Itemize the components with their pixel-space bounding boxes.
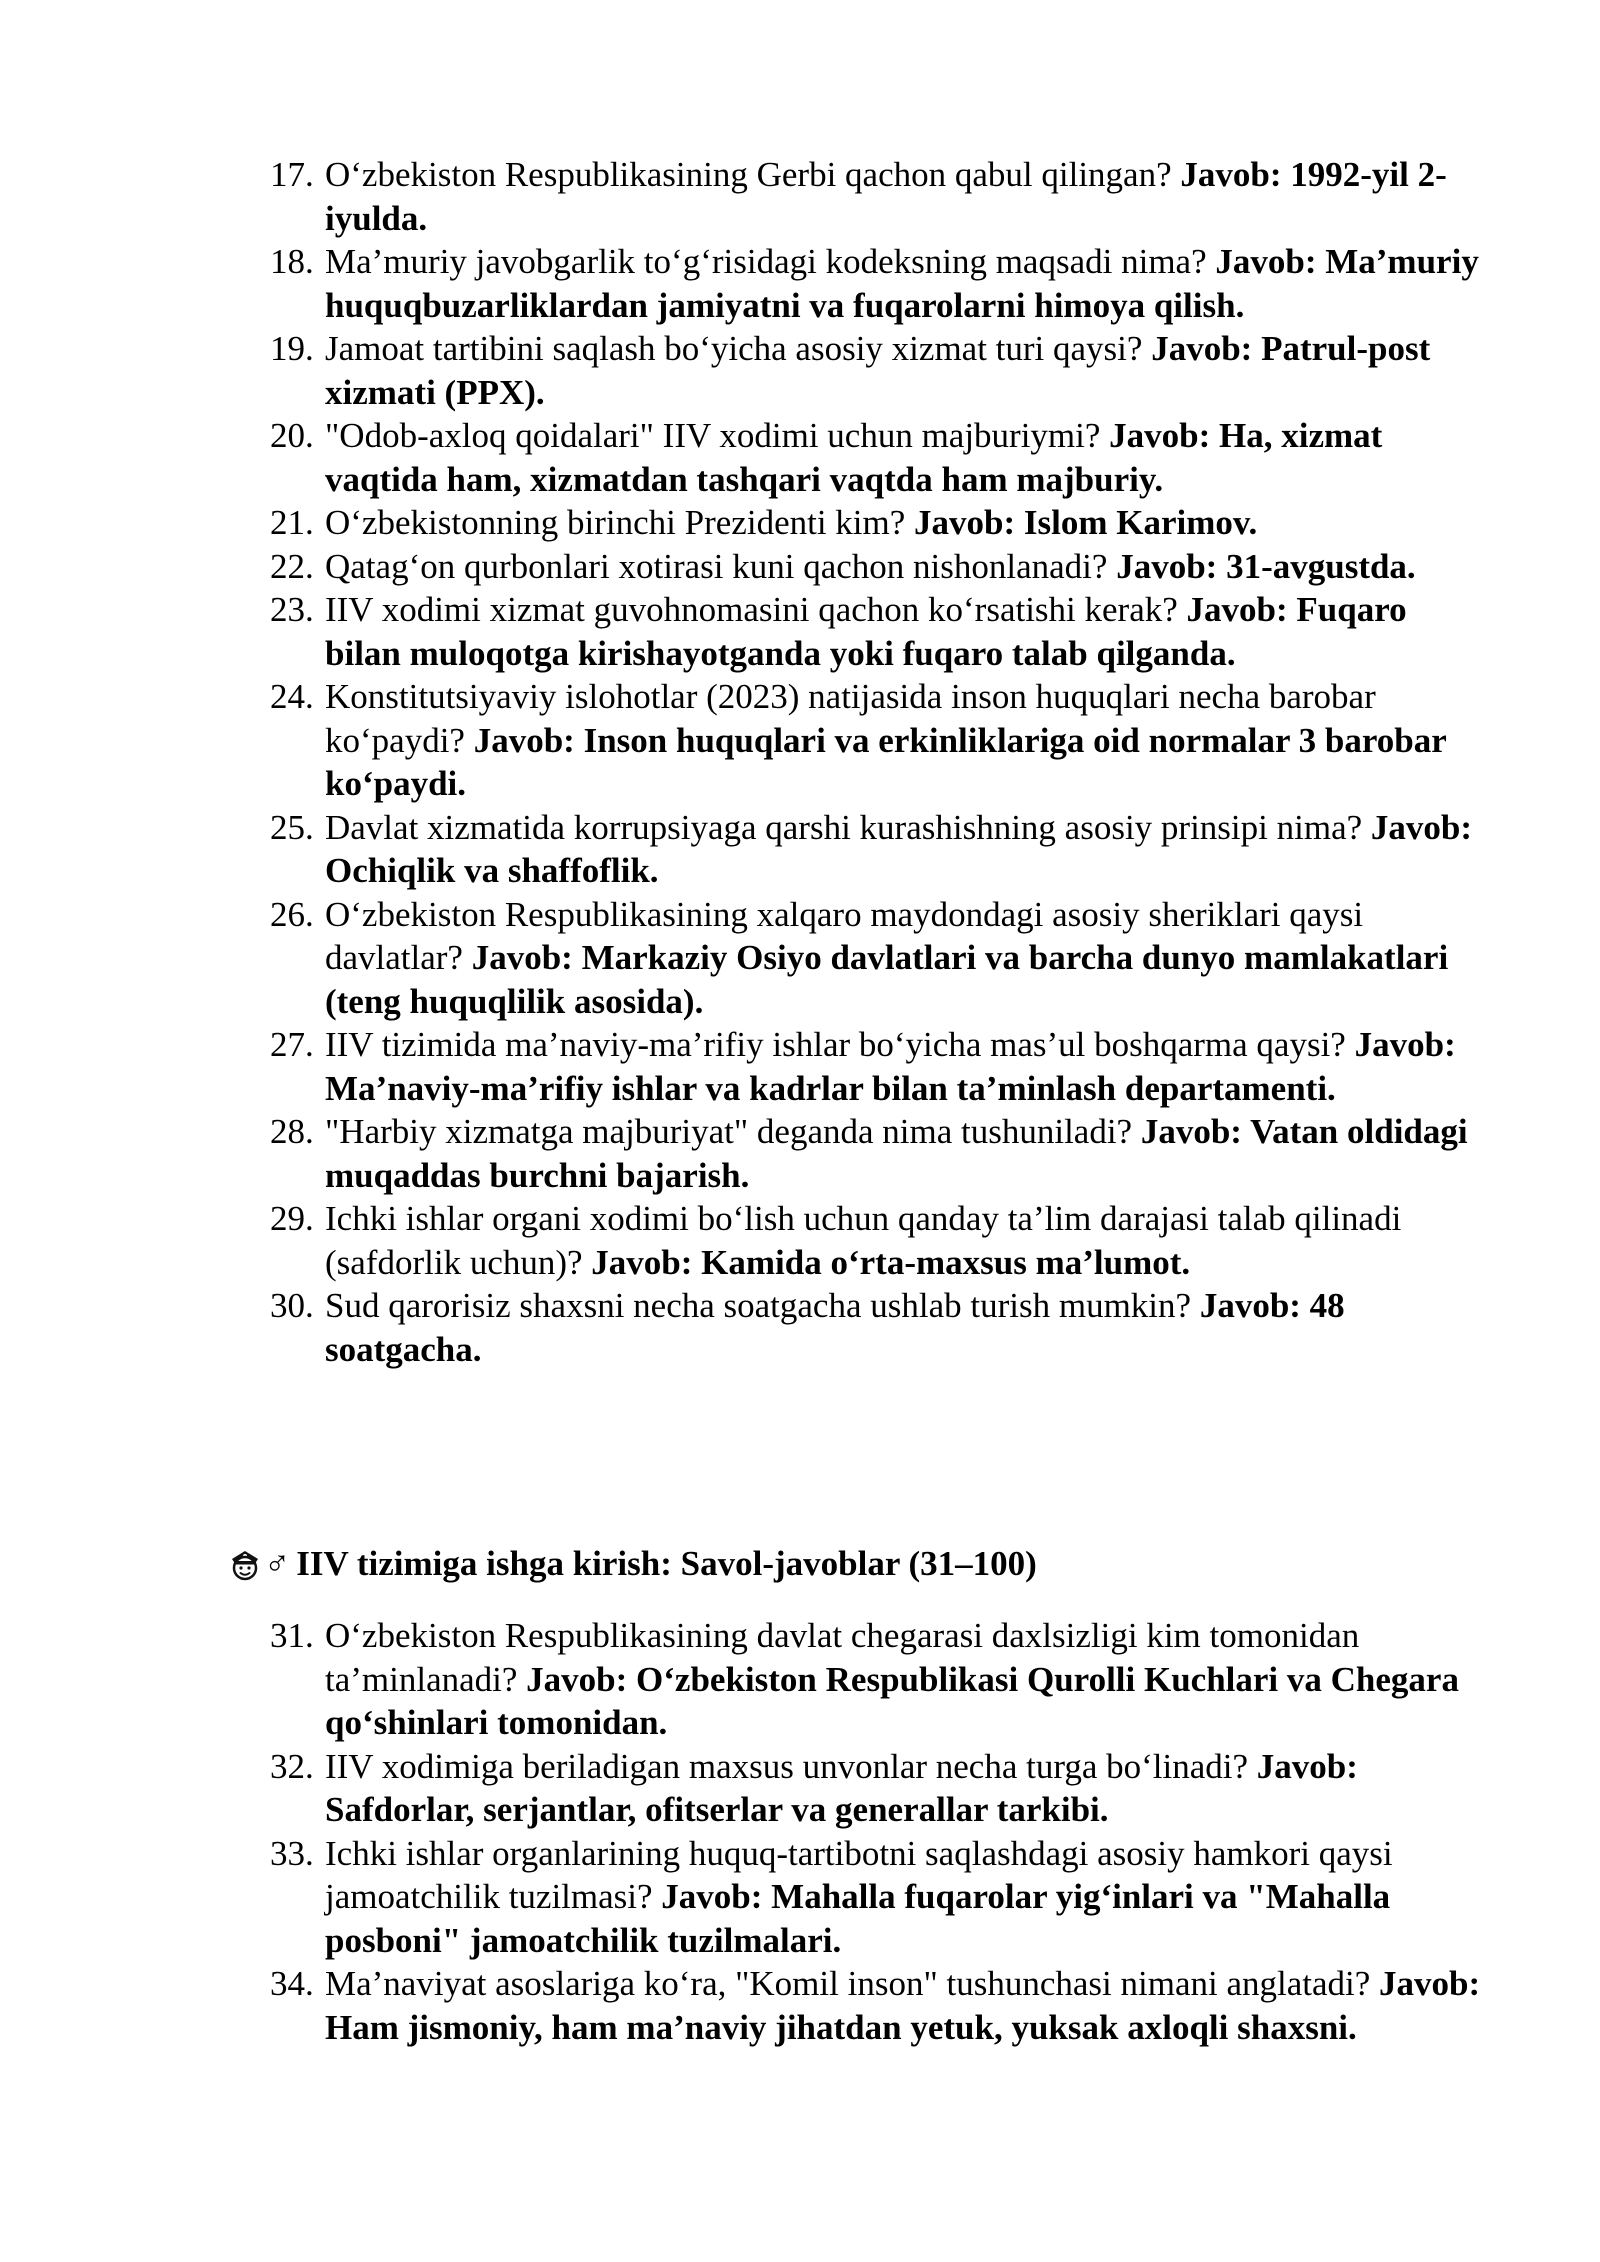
question-number: 31.	[270, 1616, 314, 1655]
question-text: Ma’naviyat asoslariga ko‘ra, "Komil inson" tushunchasi nimani anglatadi?	[325, 1964, 1371, 2003]
question-text: O‘zbekiston Respublikasining davlat chegarasi daxlsizligi kim tomonidan ta’minlanadi?	[325, 1616, 1360, 1699]
answer-text: Javob: Mahalla fuqarolar yig‘inlari va "Mahalla posboni" jamoatchilik tuzilmalari.	[325, 1877, 1391, 1960]
question-text: Ichki ishlar organi xodimi bo‘lish uchun qanday ta’lim darajasi talab qilinadi (safdorlik uchun)?	[325, 1199, 1402, 1282]
answer-text: Javob: 31-avgustda.	[1116, 546, 1416, 586]
answer-text: Javob: O‘zbekiston Respublikasi Qurolli Kuchlari va Chegara qo‘shinlari tomonidan.	[325, 1659, 1459, 1742]
question-text: IIV tizimida ma’naviy-ma’rifiy ishlar bo‘yicha mas’ul boshqarma qaysi?	[325, 1025, 1346, 1064]
question-number: 18.	[270, 242, 314, 281]
answer-text: Javob: 48 soatgacha.	[325, 1286, 1345, 1369]
answer-text: Javob: Vatan oldidagi muqaddas burchni bajarish.	[325, 1112, 1468, 1195]
question-item	[270, 240, 1490, 327]
question-number: 33.	[270, 1833, 314, 1873]
question-text: Jamoat tartibini saqlash bo‘yicha asosiy xizmat turi qaysi?	[325, 329, 1143, 368]
section-title: IIV tizimiga ishga kirish: Savol-javoblar (31–100)	[296, 1544, 1037, 1583]
question-item	[270, 893, 1490, 1024]
question-text: Konstitutsiyaviy islohotlar (2023) natijasida inson huquqlari necha barobar ko‘paydi?	[325, 677, 1376, 760]
question-number: 26.	[270, 894, 314, 934]
question-text: IIV xodimiga beriladigan maxsus unvonlar necha turga bo‘linadi?	[325, 1746, 1249, 1786]
question-text: Davlat xizmatida korrupsiyaga qarshi kurashishning asosiy prinsipi nima?	[325, 807, 1363, 847]
question-item	[270, 501, 1490, 545]
question-text: "Harbiy xizmatga majburiyat" deganda nima tushuniladi?	[325, 1112, 1133, 1151]
question-item	[270, 1110, 1490, 1197]
question-item	[270, 1962, 1490, 2049]
answer-text: Javob: 1992-yil 2-iyulda.	[325, 155, 1447, 238]
question-item	[270, 153, 1490, 240]
question-number: 27.	[270, 1025, 314, 1064]
question-number: 20.	[270, 416, 314, 455]
question-number: 24.	[270, 677, 314, 716]
question-list-part1	[270, 153, 1490, 1371]
question-item	[270, 414, 1490, 501]
police-officer-icon	[228, 1547, 262, 1581]
section-heading	[228, 1542, 1428, 1586]
question-list-part2	[270, 1614, 1490, 2049]
answer-text: Javob: Islom Karimov.	[914, 503, 1258, 542]
answer-text: Javob: Patrul-post xizmati (PPX).	[325, 329, 1431, 412]
question-item	[270, 675, 1490, 806]
question-text: Sud qarorisiz shaxsni necha soatgacha ushlab turish mumkin?	[325, 1286, 1192, 1325]
question-text: O‘zbekistonning birinchi Prezidenti kim?	[325, 503, 906, 542]
question-item	[270, 806, 1490, 893]
question-item	[270, 327, 1490, 414]
answer-text: Javob: Inson huquqlari va erkinliklariga oid normalar 3 barobar ko‘paydi.	[325, 720, 1447, 803]
answer-text: Javob: Ha, xizmat vaqtida ham, xizmatdan tashqari vaqtda ham majburiy.	[325, 416, 1383, 499]
question-item	[270, 1614, 1490, 1745]
question-item	[270, 545, 1490, 589]
answer-text: Javob: Fuqaro bilan muloqotga kirishayotganda yoki fuqaro talab qilganda.	[325, 590, 1407, 673]
question-text: "Odob-axloq qoidalari" IIV xodimi uchun majburiymi?	[325, 416, 1101, 455]
question-number: 22.	[270, 546, 314, 586]
question-number: 30.	[270, 1286, 314, 1325]
answer-text: Javob: Kamida o‘rta-maxsus ma’lumot.	[591, 1242, 1191, 1282]
answer-text: Javob: Markaziy Osiyo davlatlari va barcha dunyo mamlakatlari (teng huquqlilik asosida).	[325, 938, 1449, 1021]
question-item	[270, 588, 1490, 675]
male-sign-icon: ♂	[264, 1544, 291, 1583]
question-item	[270, 1832, 1490, 1963]
question-text: Qatag‘on qurbonlari xotirasi kuni qachon nishonlanadi?	[325, 546, 1108, 586]
answer-text: Javob: Ma’muriy huquqbuzarliklardan jamiyatni va fuqarolarni himoya qilish.	[325, 242, 1479, 325]
question-number: 32.	[270, 1746, 314, 1786]
answer-text: Javob: Ham jismoniy, ham ma’naviy jihatdan yetuk, yuksak axloqli shaxsni.	[325, 1964, 1481, 2047]
question-item	[270, 1023, 1490, 1110]
question-item	[270, 1745, 1490, 1832]
question-number: 19.	[270, 329, 314, 368]
answer-text: Javob: Ma’naviy-ma’rifiy ishlar va kadrlar bilan ta’minlash departamenti.	[325, 1025, 1456, 1108]
answer-text: Javob: Safdorlar, serjantlar, ofitserlar va generallar tarkibi.	[325, 1746, 1358, 1829]
question-number: 23.	[270, 590, 314, 629]
question-item	[270, 1197, 1490, 1284]
question-text: Ichki ishlar organlarining huquq-tartibotni saqlashdagi asosiy hamkori qaysi jamoatchilik tuzilmasi?	[325, 1833, 1393, 1916]
question-number: 28.	[270, 1112, 314, 1151]
question-number: 25.	[270, 807, 314, 847]
answer-text: Javob: Ochiqlik va shaffoflik.	[325, 807, 1473, 890]
question-number: 17.	[270, 155, 314, 194]
question-text: O‘zbekiston Respublikasining xalqaro maydondagi asosiy sheriklari qaysi davlatlar?	[325, 894, 1364, 977]
question-item	[270, 1284, 1490, 1371]
question-number: 21.	[270, 503, 314, 542]
question-text: Ma’muriy javobgarlik to‘g‘risidagi kodeksning maqsadi nima?	[325, 242, 1207, 281]
question-number: 29.	[270, 1199, 314, 1238]
question-text: O‘zbekiston Respublikasining Gerbi qachon qabul qilingan?	[325, 155, 1172, 194]
question-text: IIV xodimi xizmat guvohnomasini qachon ko‘rsatishi kerak?	[325, 590, 1178, 629]
question-number: 34.	[270, 1964, 314, 2003]
